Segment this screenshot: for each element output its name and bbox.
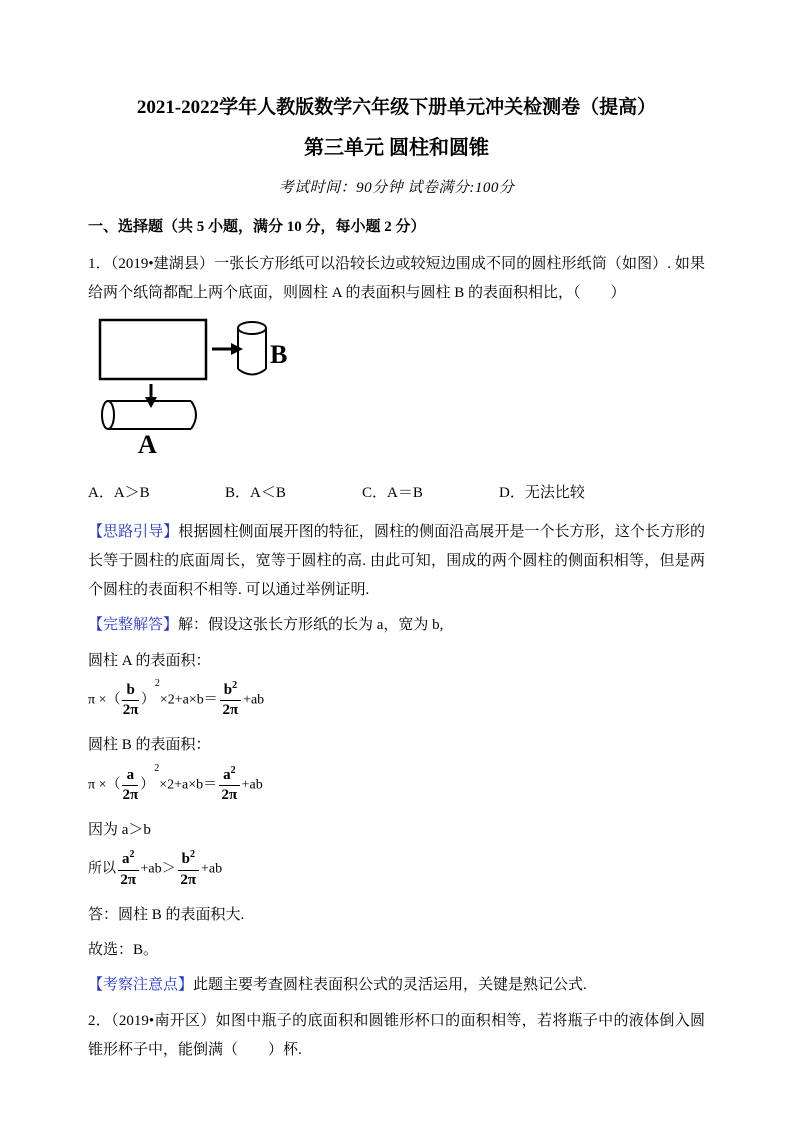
answer-label: 【完整解答】	[88, 617, 179, 634]
question-1-text: 1．（2019•建湖县）一张长方形纸可以沿较长边或较短边围成不同的圆柱形纸筒（如图）. 如果给两个纸筒都配上两个底面，则圆柱 A 的表面积与圆柱 B 的表面积相比，（ ）	[88, 255, 705, 301]
solution-1	[88, 518, 705, 1001]
question-1-options	[88, 479, 705, 508]
because-line: 因为 a＞b	[88, 822, 151, 838]
guide-paragraph	[88, 518, 705, 606]
option-d: D．无法比较	[499, 485, 585, 501]
cylinder-a-surface-label: 圆柱 A 的表面积：	[88, 652, 211, 669]
option-a: A．A＞B	[88, 485, 150, 501]
question-2-text: 2．（2019•南开区）如图中瓶子的底面积和圆锥形杯口的面积相等，若将瓶子中的液体倒入圆锥形杯子中，能倒满（ ）杯.	[88, 1012, 705, 1058]
option-b: B．A＜B	[225, 485, 286, 501]
doc-title: 2021-2022学年人教版数学六年级下册单元冲关检测卷（提高）	[136, 97, 657, 118]
note-paragraph	[88, 971, 705, 1000]
answer-line: 答：圆柱 B 的表面积大.	[88, 906, 245, 923]
cylinder-figure-svg	[96, 318, 301, 460]
cylinder-a-shape	[102, 401, 196, 429]
guide-text: 根据圆柱侧面展开图的特征，圆柱的侧面沿高展开是一个长方形，这个长方形的长等于圆柱的底面周长，宽等于圆柱的高. 由此可知，围成的两个圆柱的侧面积相等，但是两个圆柱的表面积不相等. 可以通过举例证明.	[88, 523, 705, 598]
answer-intro: 解：假设这张长方形纸的长为 a，宽为 b,	[178, 617, 444, 634]
formula-comparison: 所以 $\frac{a^2}{2\pi}$ +ab＞ $\frac{b^2}{2\pi}$ +ab	[88, 849, 223, 888]
figure-label-a: A	[138, 430, 157, 459]
section-1-heading: 一、选择题（共 5 小题，满分 10 分，每小题 2 分）	[88, 219, 426, 235]
note-text: 此题主要考查圆柱表面积公式的灵活运用，关键是熟记公式.	[193, 977, 587, 994]
option-c: C．A＝B	[362, 485, 423, 501]
note-label: 【考察注意点】	[88, 977, 194, 994]
rectangle-paper-shape	[100, 320, 206, 379]
arrow-down-icon	[145, 384, 157, 408]
exam-info: 考试时间：90分钟 试卷满分:100分	[278, 180, 515, 196]
formula-cylinder-b: π ×（ $\frac{a}{2\pi}$ ）$^2$×2+a×b＝ $\frac{a^2}{2\pi}$ +ab	[88, 762, 263, 803]
figure-label-b: B	[270, 340, 288, 369]
question-1-figure	[96, 318, 705, 465]
answer-paragraph	[88, 611, 705, 640]
choice-line: 故选：B。	[88, 942, 159, 958]
guide-label: 【思路引导】	[88, 523, 179, 540]
cylinder-b-shape	[238, 322, 266, 375]
formula-cylinder-a: π ×（ $\frac{b}{2\pi}$ ）$^2$×2+a×b＝ $\frac{b^2}{2\pi}$ +ab	[88, 677, 265, 718]
doc-subtitle: 第三单元 圆柱和圆锥	[304, 137, 489, 159]
cylinder-b-surface-label: 圆柱 B 的表面积：	[88, 737, 211, 754]
